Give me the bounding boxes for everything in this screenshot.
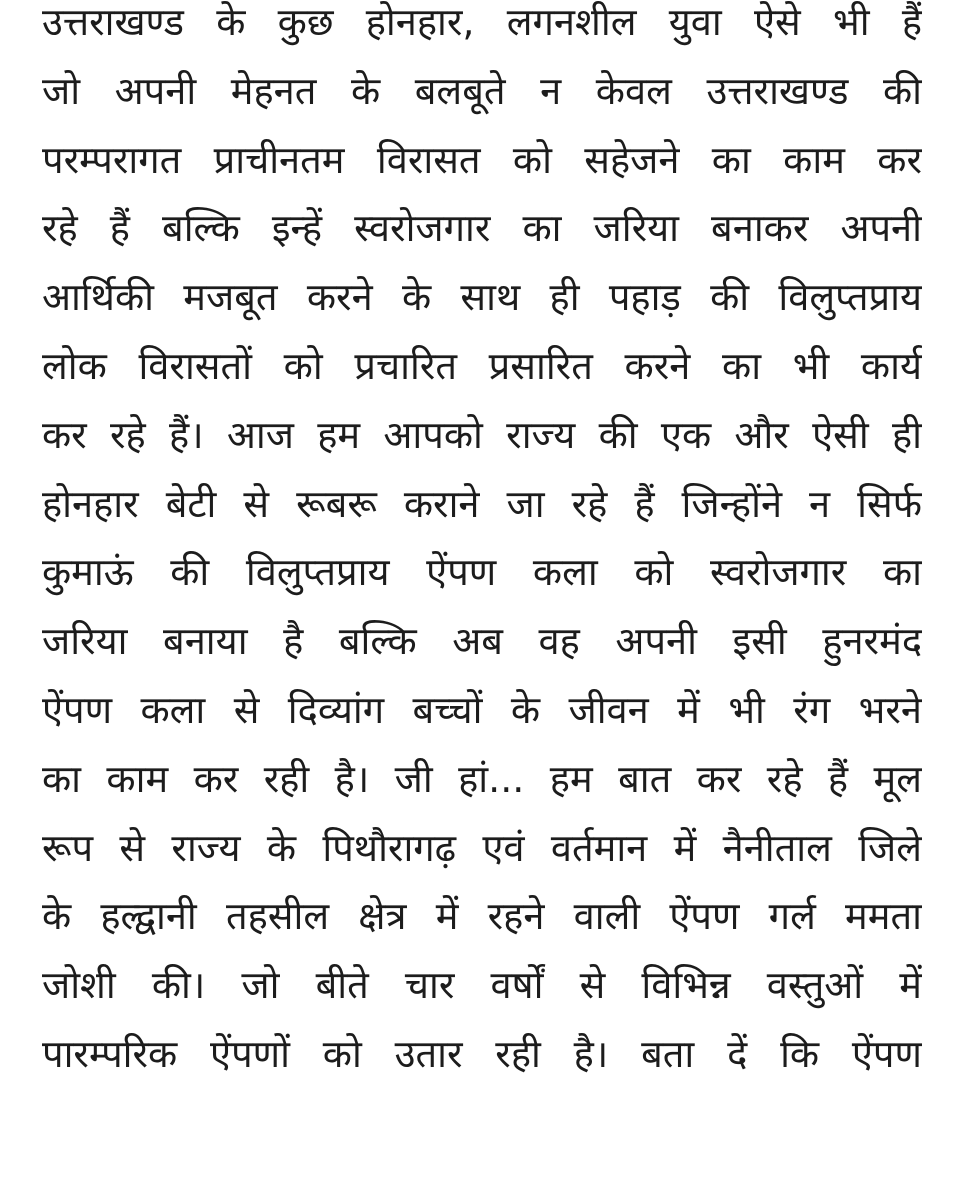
article-line: रूप से राज्य के पिथौरागढ़ एवं वर्तमान में नैनीताल जिले bbox=[42, 825, 922, 870]
article-line: जरिया बनाया है बल्कि अब वह अपनी इसी हुनरमंद bbox=[42, 619, 922, 664]
article-body bbox=[42, 0, 922, 1080]
article-line: कर रहे हैं। आज हम आपको राज्य की एक और ऐसी ही bbox=[42, 412, 922, 457]
article-line: लोक विरासतों को प्रचारित प्रसारित करने का भी कार्य bbox=[42, 343, 922, 388]
article-line: ऐंपण कला से दिव्यांग बच्चों के जीवन में भी रंग भरने bbox=[42, 687, 922, 732]
article-line: का काम कर रही है। जी हां... हम बात कर रहे हैं मूल bbox=[42, 756, 922, 801]
article-line: जो अपनी मेहनत के बलबूते न केवल उत्तराखण्ड की bbox=[42, 68, 922, 113]
article-line: आर्थिकी मजबूत करने के साथ ही पहाड़ की विलुप्तप्राय bbox=[42, 275, 922, 320]
article-line: कुमाऊं की विलुप्तप्राय ऐंपण कला को स्वरोजगार का bbox=[42, 550, 922, 595]
article-line: उत्तराखण्ड के कुछ होनहार, लगनशील युवा ऐसे भी हैं bbox=[42, 0, 922, 44]
article-line: रहे हैं बल्कि इन्हें स्वरोजगार का जरिया बनाकर अपनी bbox=[42, 206, 922, 251]
article-line: होनहार बेटी से रूबरू कराने जा रहे हैं जिन्होंने न सिर्फ bbox=[42, 481, 922, 526]
article-line: पारम्परिक ऐंपणों को उतार रही है। बता दें कि ऐंपण bbox=[42, 1031, 922, 1076]
article-line: जोशी की। जो बीते चार वर्षों से विभिन्न वस्तुओं में bbox=[42, 963, 922, 1008]
article-line: परम्परागत प्राचीनतम विरासत को सहेजने का काम कर bbox=[42, 137, 922, 182]
article-line: के हल्द्वानी तहसील क्षेत्र में रहने वाली ऐंपण गर्ल ममता bbox=[42, 894, 922, 939]
